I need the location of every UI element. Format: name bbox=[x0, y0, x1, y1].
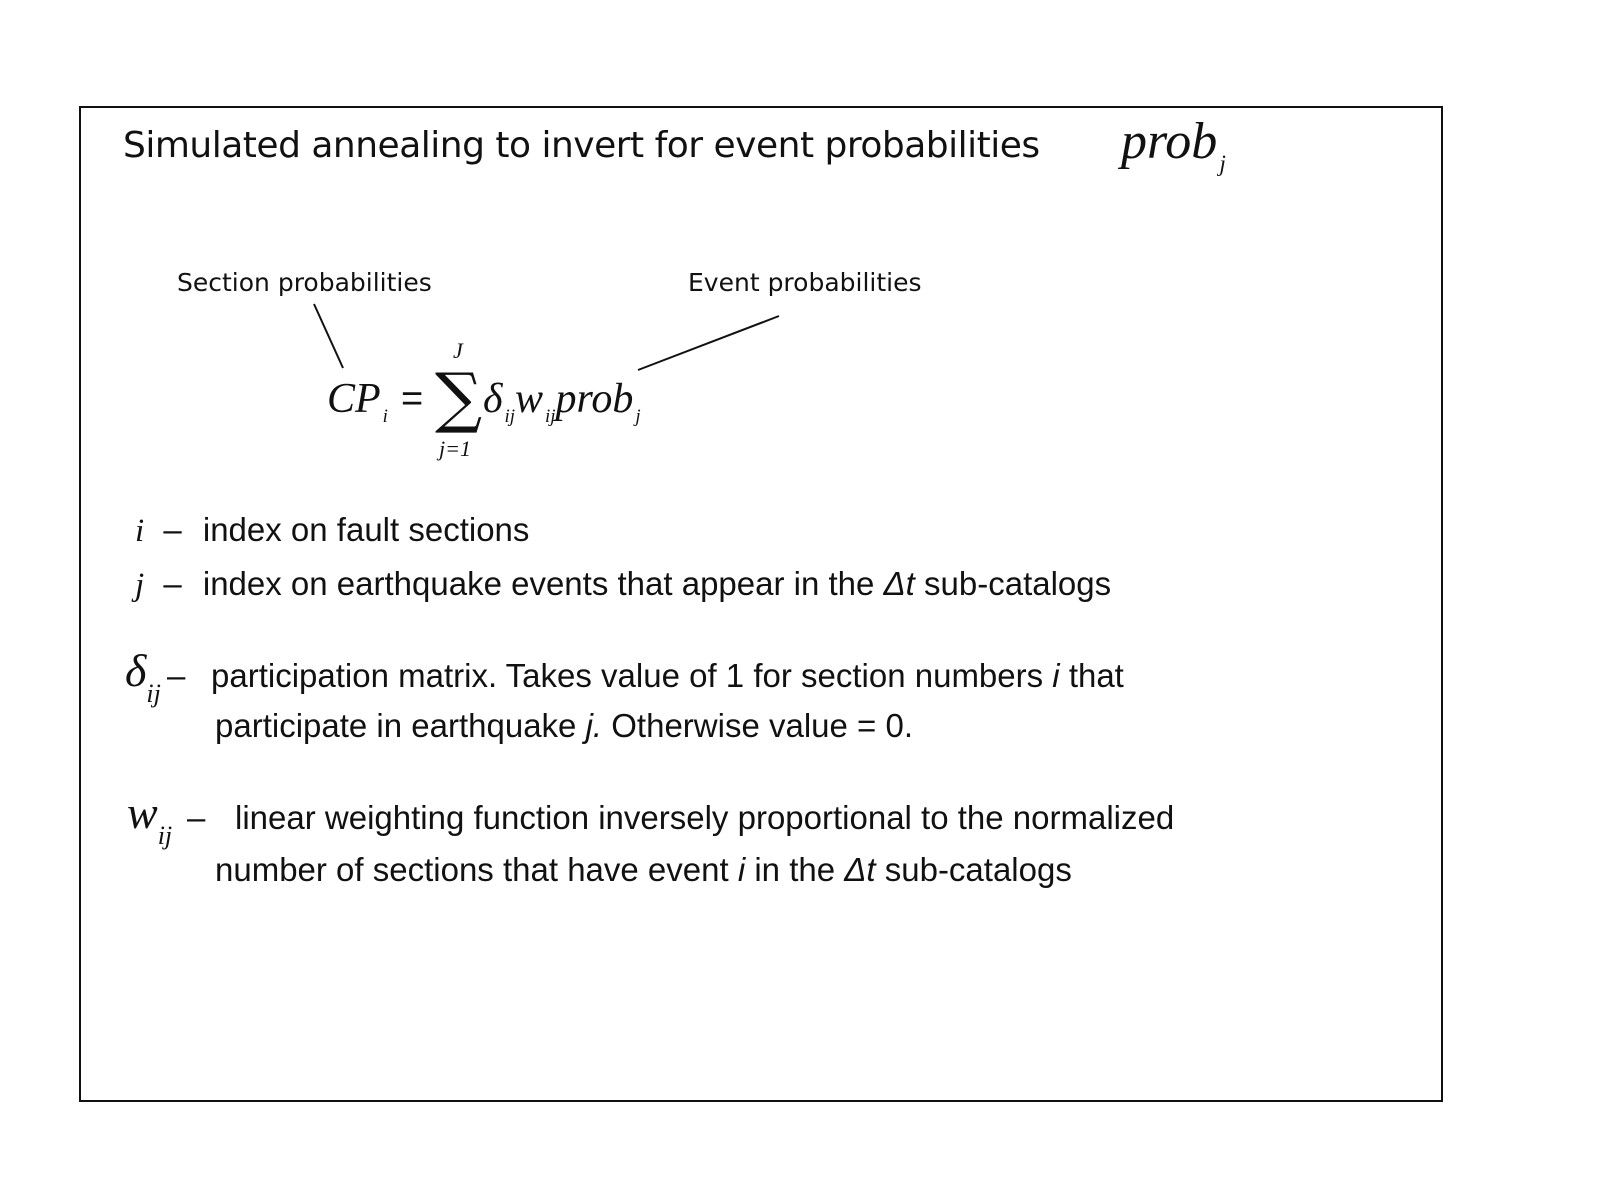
definition-w-line2-after: sub-catalogs bbox=[884, 851, 1072, 888]
equation-equals: = bbox=[401, 378, 424, 420]
equation-w: w bbox=[515, 376, 544, 422]
definition-w-line2-before: number of sections that have event bbox=[215, 851, 729, 888]
definition-delta-line1-var: i bbox=[1052, 657, 1060, 694]
definition-j-symbol: j bbox=[135, 567, 145, 603]
definition-delta-line1-before: participation matrix. Takes value of 1 for section numbers bbox=[211, 657, 1044, 694]
definition-i-dash: – bbox=[163, 511, 182, 548]
definition-w-line2 bbox=[215, 850, 1072, 890]
sum-symbol: ∑ bbox=[435, 359, 483, 436]
definition-i bbox=[135, 510, 529, 551]
definition-delta-dash: – bbox=[167, 657, 186, 694]
definition-delta-line1-after: that bbox=[1068, 657, 1124, 694]
definition-w-symbol bbox=[127, 787, 173, 850]
definition-j bbox=[135, 564, 1111, 605]
equation-prob: prob bbox=[555, 376, 634, 422]
definition-w-dash: – bbox=[187, 799, 206, 836]
slide-title: Simulated annealing to invert for event probabilities bbox=[123, 125, 1040, 166]
definition-j-text-after: sub-catalogs bbox=[924, 565, 1112, 602]
sum-upper-limit: J bbox=[453, 338, 463, 363]
definition-w-line2-var: i bbox=[737, 851, 746, 888]
definition-delta-symbol bbox=[125, 645, 161, 708]
section-probability-equation bbox=[327, 338, 727, 468]
equation-w-sub: ij bbox=[545, 406, 556, 428]
equation-delta: δ bbox=[483, 376, 503, 422]
title-math-prob-sub: j bbox=[1219, 150, 1226, 177]
definition-w-line1: linear weighting function inversely proportional to the normalized bbox=[235, 799, 1175, 836]
title-math-prob-base: prob bbox=[1121, 113, 1218, 170]
sum-lower-limit: j=1 bbox=[439, 436, 471, 461]
definition-w-symbol-base: w bbox=[127, 787, 158, 838]
definition-w-symbol-sub: ij bbox=[157, 821, 173, 850]
title-math-prob bbox=[1121, 112, 1226, 194]
definition-delta-line2 bbox=[215, 706, 913, 746]
definition-j-dash: – bbox=[163, 565, 182, 602]
equation-lhs bbox=[327, 374, 388, 442]
definition-delta-symbol-base: δ bbox=[125, 645, 147, 696]
slide-frame bbox=[79, 106, 1443, 1102]
definition-i-text: index on fault sections bbox=[202, 511, 530, 548]
definition-w-delta-t: Δt bbox=[844, 851, 876, 888]
definition-delta-symbol-sub: ij bbox=[146, 679, 161, 708]
event-probabilities-label: Event probabilities bbox=[688, 268, 922, 297]
definition-delta-line1 bbox=[211, 656, 1124, 696]
definition-delta-line2-var: j. bbox=[585, 707, 603, 744]
equation-prob-sub: j bbox=[635, 406, 641, 428]
equation-rhs bbox=[483, 374, 641, 442]
definition-i-symbol: i bbox=[135, 513, 145, 549]
equation-lhs-sub: i bbox=[382, 406, 388, 428]
definition-j-text-before: index on earthquake events that appear in the bbox=[202, 565, 875, 602]
definition-j-delta-t: Δt bbox=[883, 565, 915, 602]
section-probabilities-label: Section probabilities bbox=[177, 268, 432, 297]
equation-lhs-base: CP bbox=[327, 376, 381, 422]
definition-delta-line2-before: participate in earthquake bbox=[215, 707, 577, 744]
equation-delta-sub: ij bbox=[504, 406, 516, 428]
definition-w-line2-mid: in the bbox=[754, 851, 836, 888]
definition-delta-line2-after: Otherwise value = 0. bbox=[611, 707, 913, 744]
